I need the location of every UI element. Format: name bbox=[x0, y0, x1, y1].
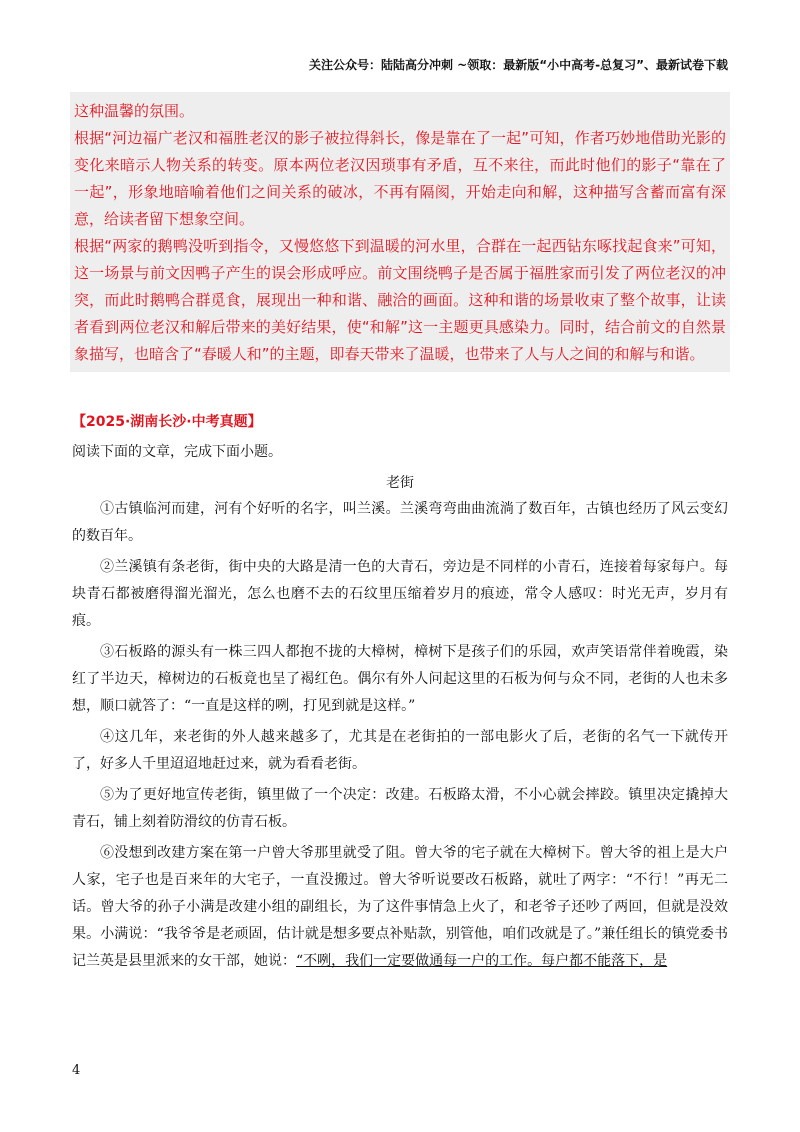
article-body bbox=[72, 496, 728, 979]
article-title: 老街 bbox=[386, 475, 414, 491]
article-paragraph-lead: ⑥没想到改建方案在第一户曾大爷那里就受了阻。曾大爷的宅子就在大樟树下。曾大爷的祖上是大户人家，宅子也是百来年的大宅子，一直没搬过。曾大爷听说要改石板路，就吐了两字：“不行！”再无二话。曾大爷的孙子小满是改建小组的副组长，为了这件事情急上火了，和老爷子还吵了两回，但就是没效果。小满说：“我爷爷是老顽固，估计就是想多要点补贴款，别管他，咱们改就是了。”兼任组长的镇党委书记兰英是县里派来的女干部，她说： bbox=[72, 845, 728, 969]
exam-source-tag: 【2025·湖南长沙·中考真题】 bbox=[72, 414, 262, 430]
reading-instruction: 阅读下面的文章，完成下面小题。 bbox=[72, 444, 282, 460]
underlined-sentence: “不咧，我们一定要做通每一户的工作。每户都不能落下，是 bbox=[296, 953, 668, 969]
analysis-paragraph: 根据“河边福广老汉和福胜老汉的影子被拉得斜长，像是靠在了一起”可知，作者巧妙地借助光影的变化来暗示人物关系的转变。原本两位老汉因琐事有矛盾，互不来往，而此时他们的影子“靠在了一起”，形象地暗喻着他们之间关系的破冰，不再有隔阂，开始走向和解，这种描写含蓄而富有深意，给读者留下想象空间。 bbox=[74, 129, 726, 228]
article-paragraph-last bbox=[72, 840, 728, 975]
article-paragraph: ④这几年，来老街的外人越来越多了，尤其是在老街拍的一部电影火了后，老街的名气一下就传开了，好多人千里迢迢地赶过来，就为看看老街。 bbox=[72, 729, 728, 772]
article-paragraph: ①古镇临河而建，河有个好听的名字，叫兰溪。兰溪弯弯曲曲流淌了数百年，古镇也经历了风云变幻的数百年。 bbox=[72, 501, 728, 544]
analysis-paragraph: 这种温馨的氛围。 bbox=[74, 102, 195, 120]
page-header: 关注公众号：陆陆高分冲刺 ~领取：最新版“小中高考-总复习”、最新试卷下载 bbox=[309, 58, 728, 72]
answer-analysis-block bbox=[70, 92, 730, 372]
article-paragraph: ⑤为了更好地宣传老街，镇里做了一个决定：改建。石板路太滑，不小心就会摔跤。镇里决定撬掉大青石，铺上刻着防滑纹的仿青石板。 bbox=[72, 787, 728, 830]
page-number: 4 bbox=[72, 1063, 81, 1078]
article-paragraph: ③石板路的源头有一株三四人都抱不拢的大樟树，樟树下是孩子们的乐园，欢声笑语常伴着晚霞，染红了半边天，樟树边的石板竟也呈了褐红色。偶尔有外人问起这里的石板为何与众不同，老街的人也未多想，顺口就答了：“一直是这样的咧，打见到就是这样。” bbox=[72, 644, 728, 714]
article-paragraph: ②兰溪镇有条老街，街中央的大路是清一色的大青石，旁边是不同样的小青石，连接着每家每户。每块青石都被磨得溜光溜光，怎么也磨不去的石纹里压缩着岁月的痕迹，常令人感叹：时光无声，岁月有痕。 bbox=[72, 559, 728, 629]
analysis-paragraph: 根据“两家的鹅鸭没听到指令，又慢悠悠下到温暖的河水里，合群在一起西钻东啄找起食来”可知，这一场景与前文因鸭子产生的误会形成呼应。前文围绕鸭子是否属于福胜家而引发了两位老汉的冲突，而此时鹅鸭合群觅食，展现出一种和谐、融洽的画面。这种和谐的场景收束了整个故事，让读者看到两位老汉和解后带来的美好结果，使“和解”这一主题更具感染力。同时，结合前文的自然景象描写，也暗含了“春暖人和”的主题，即春天带来了温暖，也带来了人与人之间的和解与和谐。 bbox=[74, 237, 726, 363]
